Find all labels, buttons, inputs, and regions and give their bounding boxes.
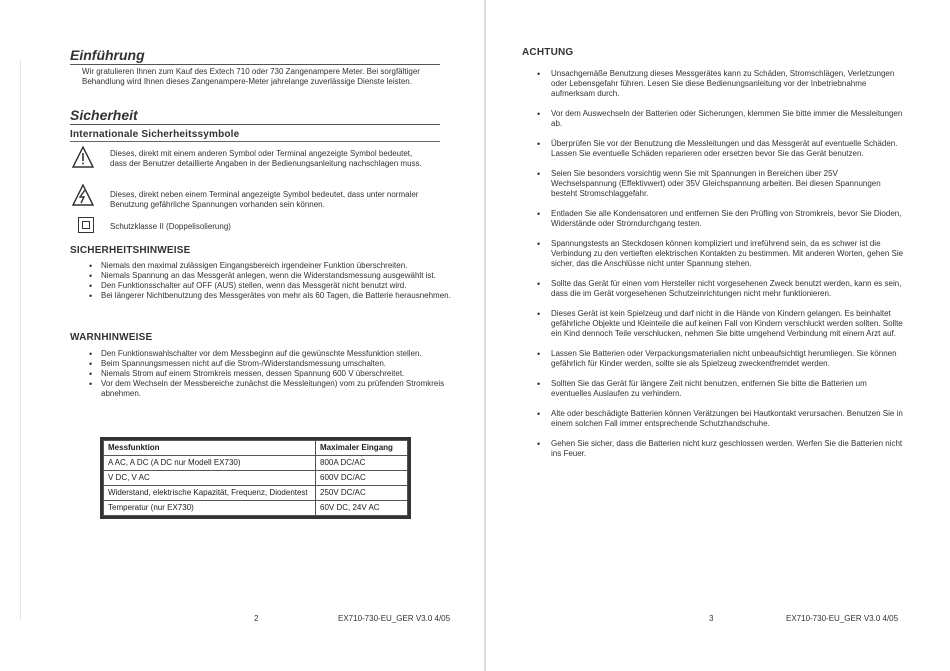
achtung-list: [535, 69, 905, 469]
list-item: • Den Funktionsschalter auf OFF (AUS) stellen, wenn das Messgerät nicht benutzt wird.: [87, 281, 452, 291]
symbol-text-1: Dieses, direkt mit einem anderen Symbol oder Terminal angezeigte Symbol bedeutet, dass der Benutzer detaillierte Angaben in der Bedienungsanleitung nachschlagen muss.: [110, 149, 422, 168]
right-page: [486, 0, 950, 671]
list-item: • Gehen Sie sicher, dass die Batterien nicht kurz geschlossen werden. Werfen Sie die Batterien nicht ins Feuer.: [535, 439, 905, 459]
table-cell: 600V DC/AC: [316, 471, 408, 486]
list-item: • Überprüfen Sie vor der Benutzung die Messleitungen und das Messgerät auf eventuelle Schäden. Lassen Sie eventuelle Schäden reparieren oder ersetzen bevor Sie das Gerät benutzen.: [535, 139, 905, 159]
list-item: • Beim Spannungsmessen nicht auf die Strom-/Widerstandsmessung umschalten.: [87, 359, 452, 369]
list-item: • Entladen Sie alle Kondensatoren und entfernen Sie den Prüfling von Stromkreis, bevor Sie Dioden, Widerstände oder Stromdurchgang testen.: [535, 209, 905, 229]
symbol-text-2: Dieses, direkt neben einem Terminal angezeigte Symbol bedeutet, dass unter normaler Benutzung gefährliche Spannungen vorhanden sein können.: [110, 190, 419, 209]
list-item: • Unsachgemäße Benutzung dieses Messgerätes kann zu Schäden, Stromschlägen, Verletzungen oder Lebensgefahr führen. Lesen Sie diese Bedienungsanleitung vor der Inbetriebnahme aufmerksam durch.: [535, 69, 905, 99]
list-item: • Vor dem Wechseln der Messbereiche zunächst die Messleitungen) vom zu prüfenden Stromkreis abnehmen.: [87, 379, 452, 399]
safety-title: Sicherheit: [70, 107, 138, 123]
double-insulation-icon: [78, 217, 94, 233]
list-item: • Sollten Sie das Gerät für längere Zeit nicht benutzen, entfernen Sie bitte die Batterien um eventuelles Auslaufen zu verhindern.: [535, 379, 905, 399]
list-item: • Vor dem Auswechseln der Batterien oder Sicherungen, klemmen Sie bitte immer die Messleitungen ab.: [535, 109, 905, 129]
safety-title-rule: [70, 124, 440, 125]
symbol-text-3: Schutzklasse II (Doppelisolierung): [110, 222, 231, 231]
warnings-heading: WARNHINWEISE: [70, 332, 153, 343]
high-voltage-icon: [72, 184, 94, 206]
table-row: [104, 471, 408, 486]
list-item: • Dieses Gerät ist kein Spielzeug und darf nicht in die Hände von Kindern gelangen. Es beinhaltet gefährliche Objekte und Kleinteile die auf keinen Fall von Kindern verschluckt werden sollten. Sollte ein Kind dennoch Teile verschlucken, nehmen Sie bitte umgehend Verbindung mit einem Arzt auf.: [535, 309, 905, 339]
list-item: • Seien Sie besonders vorsichtig wenn Sie mit Spannungen in Bereichen über 25V Wechselspannung (Effektivwert) oder 35V Gleichspannung arbeiten. Bei diesen Spannungen besteht Stromschlaggefahr.: [535, 169, 905, 199]
table-row: [104, 456, 408, 471]
table-cell: V DC, V AC: [104, 471, 316, 486]
list-item: • Niemals Strom auf einem Stromkreis messen, dessen Spannung 600 V überschreitet.: [87, 369, 452, 379]
table-header-row: [104, 441, 408, 456]
list-item: • Spannungstests an Steckdosen können kompliziert und irreführend sein, da es schwer ist die Verbindung zu den vertieften elektrischen Kontakten zu bestimmen. Mit anderen Worten, gehen Sie sicher, das die Anschlüsse nicht unter Spannung stehen.: [535, 239, 905, 269]
table-row: [104, 486, 408, 501]
list-item: • Den Funktionswahlschalter vor dem Messbeginn auf die gewünschte Messfunktion stellen.: [87, 349, 452, 359]
hints-heading: SICHERHEITSHINWEISE: [70, 245, 191, 256]
table-cell: 250V DC/AC: [316, 486, 408, 501]
achtung-heading: ACHTUNG: [522, 47, 574, 58]
table-cell: A AC, A DC (A DC nur Modell EX730): [104, 456, 316, 471]
symbols-heading-rule: [70, 141, 440, 142]
list-item: • Lassen Sie Batterien oder Verpackungsmaterialien nicht unbeaufsichtigt herumliegen. Sie können gefährlich für Kinder werden, sollte sie als Spielzeug zweckentfremdet werden.: [535, 349, 905, 369]
intro-title-rule: [70, 64, 440, 65]
table-row: [104, 501, 408, 516]
column-header: Maximaler Eingang: [316, 441, 408, 456]
max-input-table: [103, 440, 408, 516]
list-item: • Bei längerer Nichtbenutzung des Messgerätes von mehr als 60 Tagen, die Batterie herausnehmen.: [87, 291, 452, 301]
list-item: • Alte oder beschädigte Batterien können Verätzungen bei Hautkontakt verursachen. Benutzen Sie in einem solchen Fall immer entsprechende Schutzhandschuhe.: [535, 409, 905, 429]
list-item: • Sollte das Gerät für einen vom Hersteller nicht vorgesehenen Zweck benutzt werden, kann es sein, dass die im Gerät vorgesehenen Schutzeinrichtungen nicht mehr funktionieren.: [535, 279, 905, 299]
table-cell: Temperatur (nur EX730): [104, 501, 316, 516]
symbols-heading: Internationale Sicherheitssymbole: [70, 129, 240, 140]
warning-triangle-icon: [72, 146, 94, 168]
page-number-left: 2: [254, 614, 259, 623]
doc-id-right: EX710-730-EU_GER V3.0 4/05: [786, 614, 899, 623]
table-cell: Widerstand, elektrische Kapazität, Frequenz, Diodentest: [104, 486, 316, 501]
table-cell: 800A DC/AC: [316, 456, 408, 471]
column-header: Messfunktion: [104, 441, 316, 456]
table-cell: 60V DC, 24V AC: [316, 501, 408, 516]
page-number-right: 3: [709, 614, 714, 623]
list-item: • Niemals den maximal zulässigen Eingangsbereich irgendeiner Funktion überschreiten.: [87, 261, 452, 271]
hints-list: [87, 261, 452, 301]
list-item: • Niemals Spannung an das Messgerät anlegen, wenn die Widerstandsmessung ausgewählt ist.: [87, 271, 452, 281]
warnings-list: [87, 349, 452, 399]
intro-text: Wir gratulieren Ihnen zum Kauf des Extech 710 oder 730 Zangenampere Meter. Bei sorgfältiger Behandlung wird Ihnen dieses Zangenampere-Meter jahrelange zuverlässige Dienste leisten.: [82, 67, 420, 86]
doc-id-left: EX710-730-EU_GER V3.0 4/05: [338, 614, 451, 623]
intro-title: Einführung: [70, 47, 145, 63]
